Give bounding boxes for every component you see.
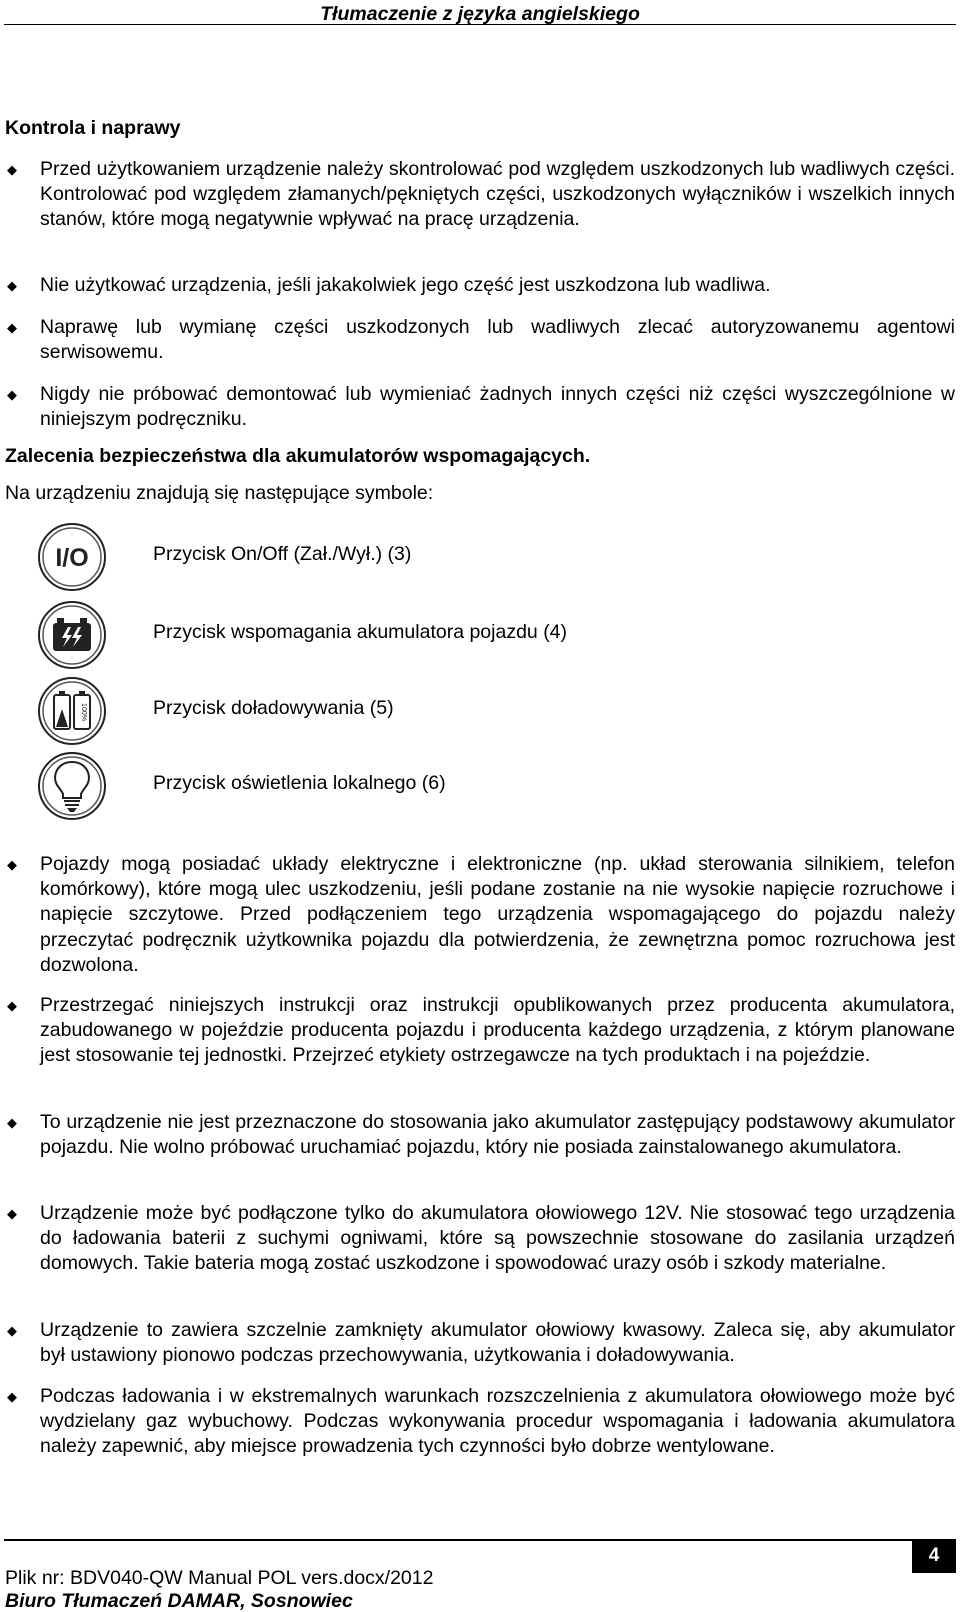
section-heading-inspection: Kontrola i naprawy — [5, 117, 181, 139]
symbol-row-charge — [0, 675, 960, 747]
light-bulb-icon — [36, 750, 108, 822]
symbol-row-light — [0, 750, 960, 822]
bullet-icon: ◆ — [7, 387, 17, 402]
footer-office: Biuro Tłumaczeń DAMAR, Sosnowiec — [5, 1590, 353, 1612]
bullet-icon: ◆ — [7, 1323, 17, 1338]
symbols-intro: Na urządzeniu znajdują się następujące symbole: — [5, 482, 434, 504]
footer-file-info: Plik nr: BDV040-QW Manual POL vers.docx/2012 — [5, 1567, 434, 1589]
symbol-row-power — [0, 521, 960, 593]
bullet-icon: ◆ — [7, 1115, 17, 1130]
list-item-text: Podczas ładowania i w ekstremalnych warunkach rozszczelnienia z akumulatora ołowiowego może być wydzielany gaz wybuchowy. Podczas wykonywania procedur wspomagania i ładowania akumulatora należy zapewnić, aby miejsce prowadzenia tych czynności było dobrze wentylowane. — [40, 1385, 955, 1458]
list-item-text: Pojazdy mogą posiadać układy elektryczne i elektroniczne (np. układ sterowania silnikiem, telefon komórkowy), które mogą ulec uszkodzeniu, jeśli podane zostanie na nie wysokie napięcie rozruchowe i napięcie szczytowe. Przed podłączeniem tego urządzenia wspomagającego do pojazdu należy przeczytać podręcznik użytkownika pojazdu dla potwierdzenia, że zewnętrzna pomoc rozruchowa jest dozwolona. — [40, 853, 955, 976]
list-item-text: Naprawę lub wymianę części uszkodzonych lub wadliwych zlecać autoryzowanemu agentowi serwisowemu. — [40, 316, 955, 364]
symbol-label: Przycisk oświetlenia lokalnego (6) — [153, 772, 446, 794]
list-item-text: Przed użytkowaniem urządzenie należy skontrolować pod względem uszkodzonych lub wadliwych części. Kontrolować pod względem złamanych/pękniętych części, uszkodzonych wyłączników i wszelkich innych stanów, które mogą negatywnie wpływać na pracę urządzenia. — [40, 158, 955, 231]
bullet-icon: ◆ — [7, 857, 17, 872]
full-charge-glyph: 100% — [80, 703, 87, 721]
power-io-icon — [36, 521, 108, 593]
footer-divider — [4, 1539, 956, 1541]
io-glyph: I/O — [55, 544, 89, 572]
bullet-icon: ◆ — [7, 162, 17, 177]
header-divider — [4, 24, 956, 25]
symbol-label: Przycisk doładowywania (5) — [153, 697, 394, 719]
list-item-text: Nigdy nie próbować demontować lub wymieniać żadnych innych części niż części wyszczególnione w niniejszym podręczniku. — [40, 383, 955, 431]
list-item-text: Przestrzegać niniejszych instrukcji oraz instrukcji opublikowanych przez producenta akumulatora, zabudowanego w pojeździe producenta pojazdu i producenta każdego urządzenia, z którym planowane jest stosowanie tej jednostki. Przejrzeć etykiety ostrzegawcze na tych produktach i na pojeździe. — [40, 994, 955, 1067]
bullet-icon: ◆ — [7, 320, 17, 335]
bullet-icon: ◆ — [7, 998, 17, 1013]
bullet-icon: ◆ — [7, 1206, 17, 1221]
symbol-label: Przycisk On/Off (Zał./Wył.) (3) — [153, 543, 412, 565]
list-item-text: Nie użytkować urządzenia, jeśli jakakolwiek jego część jest uszkodzona lub wadliwa. — [40, 274, 771, 296]
symbol-label: Przycisk wspomagania akumulatora pojazdu (4) — [153, 621, 568, 643]
section-heading-booster-safety: Zalecenia bezpieczeństwa dla akumulatorów wspomagających. — [5, 445, 591, 467]
battery-boost-icon — [36, 599, 108, 671]
battery-charge-icon — [36, 675, 108, 747]
list-item-text: Urządzenie to zawiera szczelnie zamknięty akumulator ołowiowy kwasowy. Zaleca się, aby akumulator był ustawiony pionowo podczas przechowywania, użytkowania i doładowywania. — [40, 1319, 955, 1367]
page-header: Tłumaczenie z języka angielskiego — [320, 3, 640, 25]
bullet-icon: ◆ — [7, 278, 17, 293]
bullet-icon: ◆ — [7, 1389, 17, 1404]
list-item-text: To urządzenie nie jest przeznaczone do stosowania jako akumulator zastępujący podstawowy akumulator pojazdu. Nie wolno próbować uruchamiać pojazdu, który nie posiada zainstalowanego akumulatora. — [40, 1111, 955, 1159]
list-item-text: Urządzenie może być podłączone tylko do akumulatora ołowiowego 12V. Nie stosować tego urządzenia do ładowania baterii z suchymi ogniwami, które są powszechnie stosowane do zasilania urządzeń domowych. Takie bateria mogą zostać uszkodzone i spowodować urazy osób i szkody materialne. — [40, 1202, 955, 1275]
page-number: 4 — [912, 1539, 956, 1573]
symbol-row-boost — [0, 599, 960, 671]
